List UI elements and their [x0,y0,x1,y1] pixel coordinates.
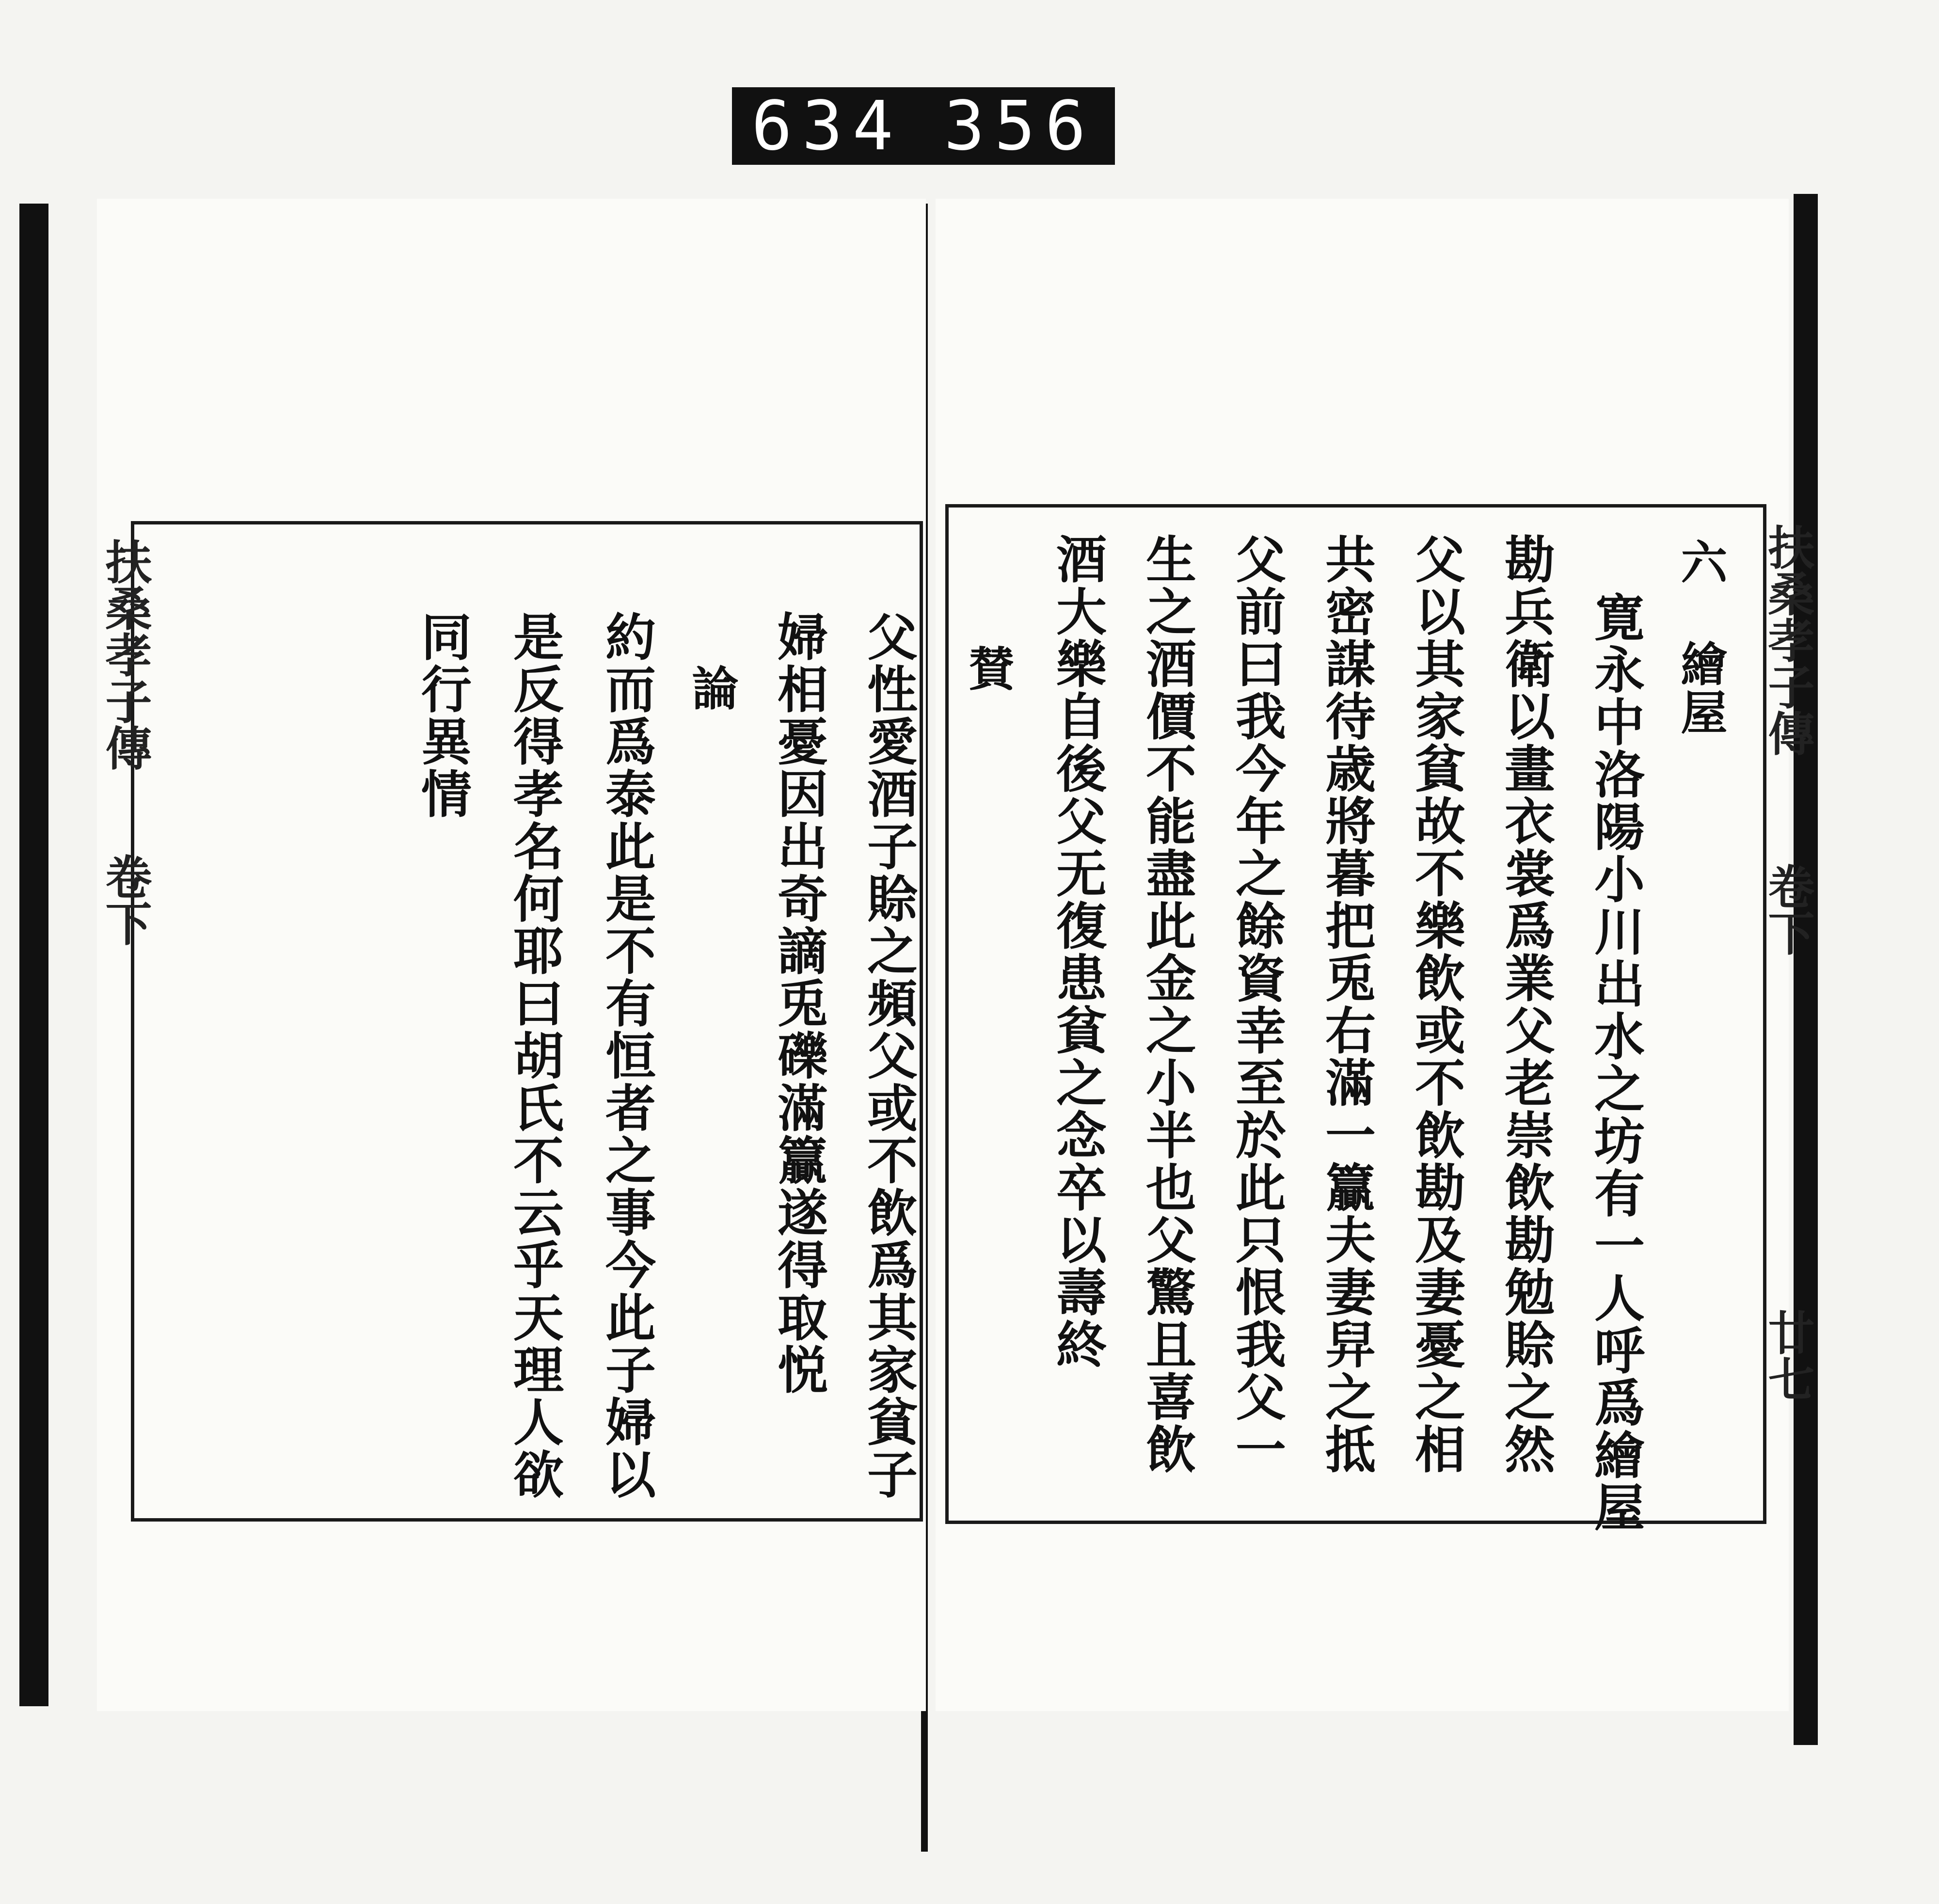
right-margin-volume: 卷下 [1761,863,1815,956]
right-text-line-1: 寛永中洛陽小川出水之坊有一人呼爲繪屋 [1586,591,1645,1534]
left-margin-volume: 卷下 [98,853,153,946]
right-margin-folio: 廿七 [1761,1309,1815,1402]
catalog-number-right: 356 [944,86,1096,166]
section-title: 繪屋 [1673,640,1728,737]
heading-lun: 論 [684,664,739,713]
lun-line-3: 同行異情 [413,611,472,820]
right-text-line-4: 共密謀待歳將暮把兎右滿一籯夫妻舁之抵 [1317,533,1376,1476]
lun-line-2: 是反得孝名何耶曰胡氏不云乎天理人欲 [505,611,564,1501]
left-text-line-2: 婦相憂因出奇謫兎礫滿籯遂得取悦 [769,611,828,1396]
right-text-line-6: 生之酒價不能盡此金之小半也父驚且喜飲 [1137,533,1197,1476]
right-book-edge [1794,194,1818,1745]
catalog-number-left: 634 [751,86,903,166]
lun-line-1: 約而爲泰此是不有恒者之事今此子婦以 [597,611,656,1501]
right-text-line-5: 父前曰我今年之餘資幸至於此只恨我父一 [1227,533,1287,1476]
right-text-line-2: 勘兵衛以畫衣裳爲業父老崇飲勘勉賒之然 [1496,533,1556,1476]
right-text-line-7: 酒大樂自後父无復患貧之念卒以壽終 [1048,533,1107,1371]
right-margin-title: 扶桑孝子傳 [1761,524,1815,756]
catalog-number-label [732,87,1115,165]
heading-zan: 賛 [961,645,1016,693]
left-text-line-1: 父性愛酒子賒之頻父或不飲爲其家貧子 [858,611,918,1501]
left-margin-title: 扶桑孝子傳 [98,538,153,771]
right-text-line-3: 父以其家貧故不樂飲或不飲勘及妻憂之相 [1406,533,1466,1476]
left-book-edge [19,204,48,1706]
section-number: 六 [1673,538,1728,587]
